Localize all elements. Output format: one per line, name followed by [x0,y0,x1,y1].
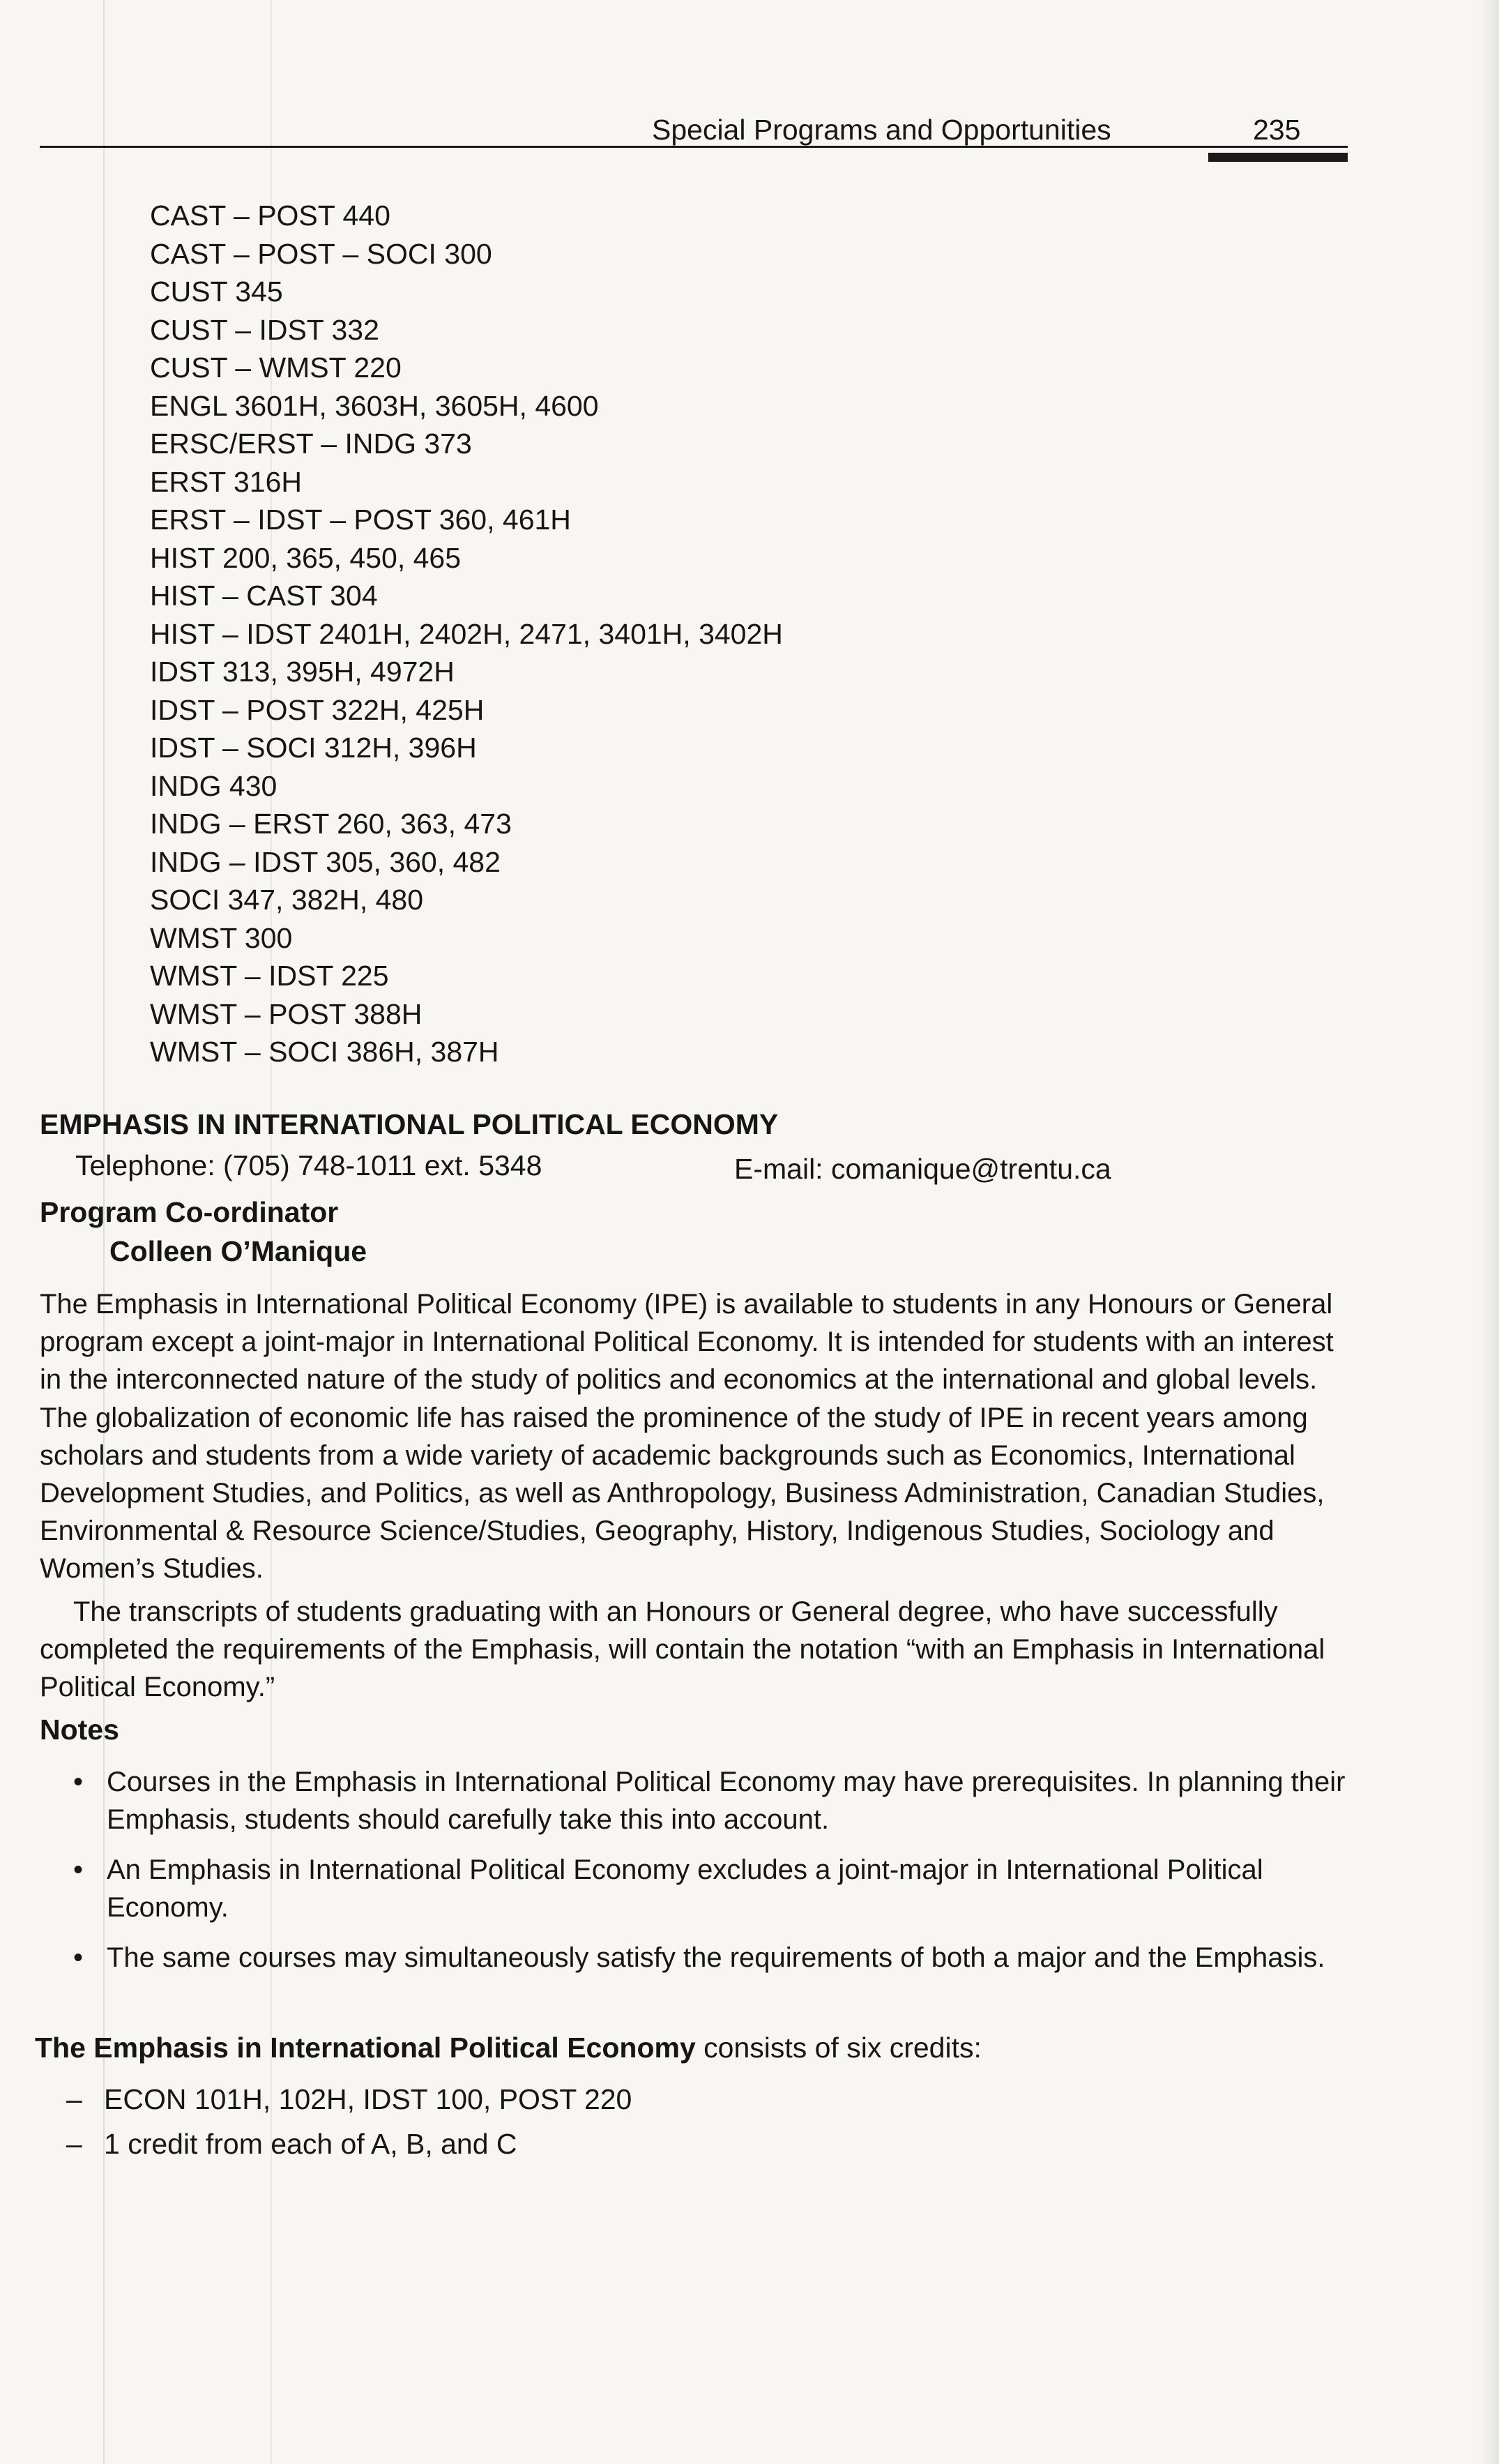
course-item: IDST – SOCI 312H, 396H [150,732,477,764]
course-item: IDST – POST 322H, 425H [150,693,485,726]
section-heading: EMPHASIS IN INTERNATIONAL POLITICAL ECONOMY [40,1108,779,1140]
requirements-list [40,2077,632,2166]
course-item: INDG 430 [150,769,277,802]
coordinator-heading: Program Co-ordinator [40,1196,339,1228]
course-item: ENGL 3601H, 3603H, 3605H, 4600 [150,389,599,422]
telephone-line: Telephone: (705) 748-1011 ext. 5348 [75,1149,542,1181]
course-item: ERST 316H [150,465,303,498]
course-item: WMST – IDST 225 [150,960,389,992]
course-item: WMST 300 [150,921,293,954]
note-text: An Emphasis in International Political Economy excludes a joint-major in International Political Economy. [107,1854,1263,1923]
credits-statement [35,2032,982,2064]
note-item [40,1939,1350,1977]
note-item [40,1763,1350,1838]
course-item: CAST – POST – SOCI 300 [150,237,492,270]
course-list [150,197,783,1071]
bullet-icon: • [73,1942,84,1973]
header-rule [40,146,1348,148]
coordinator-name: Colleen O’Manique [109,1235,367,1267]
course-item: CUST – WMST 220 [150,352,402,384]
credits-statement-bold: The Emphasis in International Political Economy [35,2032,696,2064]
requirement-text: ECON 101H, 102H, IDST 100, POST 220 [104,2083,632,2115]
running-head: Special Programs and Opportunities [652,114,1111,146]
bullet-icon: • [73,1854,84,1885]
course-item: IDST 313, 395H, 4972H [150,656,455,688]
course-item: CUST – IDST 332 [150,313,379,346]
credits-statement-rest: consists of six credits: [695,2032,982,2064]
course-item: INDG – IDST 305, 360, 482 [150,845,501,878]
course-item: SOCI 347, 382H, 480 [150,884,424,916]
notes-heading: Notes [40,1714,119,1746]
course-item: CAST – POST 440 [150,199,390,232]
note-text: Courses in the Emphasis in International Political Economy may have prerequisites. In planning their Emphasis, students should carefully take this into account. [107,1767,1346,1835]
course-item: HIST – IDST 2401H, 2402H, 2471, 3401H, 3402H [150,617,783,650]
dash-icon: – [66,2083,82,2115]
email-line: E-mail: comanique@trentu.ca [734,1153,1111,1185]
notes-list [40,1763,1350,1989]
course-item: WMST – SOCI 386H, 387H [150,1036,499,1068]
course-item: HIST 200, 365, 450, 465 [150,541,462,574]
requirement-text: 1 credit from each of A, B, and C [104,2128,517,2160]
course-item: CUST 345 [150,275,283,308]
dash-icon: – [66,2128,82,2160]
transcript-paragraph: The transcripts of students graduating with an Honours or General degree, who have successfully completed the requirements of the Emphasis, will contain the notation “with an Emphasis in International Political Economy.” [40,1596,1325,1703]
page-edge-shadow [1479,0,1499,2464]
bullet-icon: • [73,1767,84,1797]
course-item: HIST – CAST 304 [150,580,378,612]
requirement-item [40,2077,632,2122]
description-paragraph: The Emphasis in International Political Economy (IPE) is available to students in any Honours or General program except a joint-major in International Political Economy. It is intended for students with an interest in the interconnected nature of the study of politics and economics at the international and global levels. The globalization of economic life has raised the prominence of the study of IPE in recent years among scholars and students from a wide variety of academic backgrounds such as Economics, International Development Studies, and Politics, as well as Anthropology, Business Administration, Canadian Studies, Environmental & Resource Science/Studies, Geography, History, Indigenous Studies, Sociology and Women’s Studies. [40,1289,1334,1585]
course-item: INDG – ERST 260, 363, 473 [150,808,512,840]
page-number: 235 [1253,114,1301,146]
course-item: ERSC/ERST – INDG 373 [150,428,472,460]
note-item [40,1851,1350,1926]
header-tab-bar [1208,153,1348,162]
requirement-item [40,2122,632,2166]
note-text: The same courses may simultaneously satisfy the requirements of both a major and the Emphasis. [107,1942,1325,1973]
course-item: ERST – IDST – POST 360, 461H [150,504,571,536]
course-item: WMST – POST 388H [150,997,423,1030]
